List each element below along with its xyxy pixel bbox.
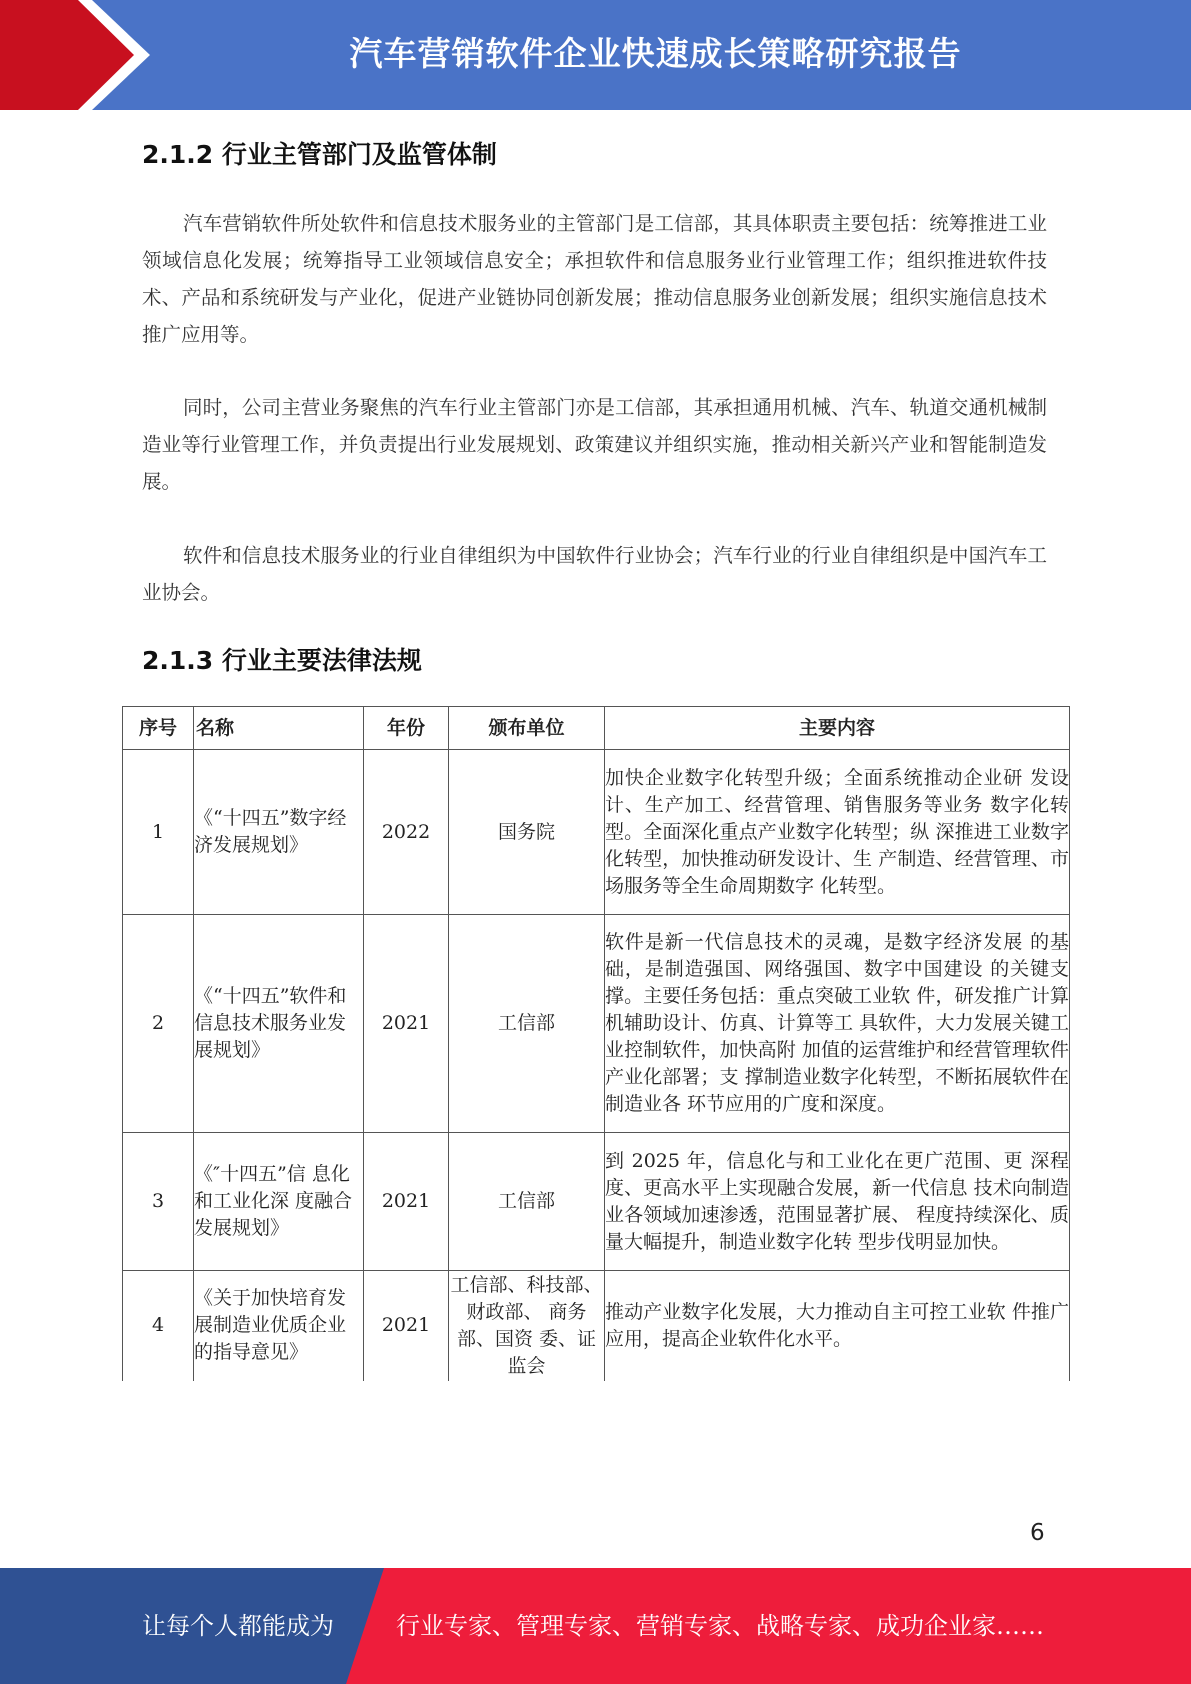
law-year: 2021	[364, 1271, 449, 1381]
header-red-arrow-decoration	[0, 0, 160, 110]
row-number: 2	[123, 915, 194, 1133]
report-title: 汽车营销软件企业快速成长策略研究报告	[349, 34, 962, 73]
law-content: 到 2025 年，信息化与和工业化在更广范围、更 深程度、更高水平上实现融合发展，新一代信息 技术向制造业各领域加速渗透，范围显著扩展、 程度持续深化、质量大幅提升，制造业数字化转 型步伐明显加快。	[605, 1133, 1070, 1271]
law-issuer: 工信部、科技部、财政部、 商务部、国资 委、证监会	[449, 1271, 605, 1381]
table-header-row	[123, 707, 1070, 750]
paragraph-1: 汽车营销软件所处软件和信息技术服务业的主管部门是工信部，其具体职责主要包括：统筹推进工业领域信息化发展；统筹指导工业领域信息安全；承担软件和信息服务业行业管理工作；组织推进软件技术、产品和系统研发与产业化，促进产业链协同创新发展；推动信息服务业创新发展；组织实施信息技术推广应用等。	[142, 212, 1047, 346]
law-name: 《关于加快培育发展制造业优质企业的指导意见》	[194, 1271, 364, 1381]
law-name: 《“十四五”软件和信息技术服务业发展规划》	[194, 915, 364, 1133]
law-content: 推动产业数字化发展，大力推动自主可控工业软 件推广应用，提高企业软件化水平。	[605, 1271, 1070, 1381]
law-issuer: 工信部	[449, 915, 605, 1133]
laws-table	[122, 706, 1070, 1381]
footer-slogan-left: 让每个人都能成为	[142, 1612, 334, 1640]
law-year: 2021	[364, 915, 449, 1133]
footer-slogan-right: 行业专家、管理专家、营销专家、战略专家、成功企业家……	[396, 1612, 1044, 1640]
col-header-issuer: 颁布单位	[449, 707, 605, 750]
section-heading-2-1-2: 2.1.2 行业主管部门及监管体制	[142, 140, 497, 169]
page-footer	[0, 1568, 1191, 1684]
table-row	[123, 1271, 1070, 1381]
paragraph-2: 同时，公司主营业务聚焦的汽车行业主管部门亦是工信部，其承担通用机械、汽车、轨道交通机械制造业等行业管理工作，并负责提出行业发展规划、政策建议并组织实施，推动相关新兴产业和智能制造发展。	[142, 396, 1047, 493]
law-issuer: 国务院	[449, 750, 605, 915]
table-row	[123, 915, 1070, 1133]
law-name: 《″十四五”信 息化和工业化深 度融合发展规划》	[194, 1133, 364, 1271]
law-issuer: 工信部	[449, 1133, 605, 1271]
table-row	[123, 750, 1070, 915]
page-header	[0, 0, 1191, 110]
law-content: 加快企业数字化转型升级；全面系统推动企业研 发设计、生产加工、经营管理、销售服务等业务 数字化转型。全面深化重点产业数字化转型；纵 深推进工业数字化转型，加快推动研发设计、生 产制造、经营管理、市场服务等全生命周期数字 化转型。	[605, 750, 1070, 915]
row-number: 4	[123, 1271, 194, 1381]
law-content: 软件是新一代信息技术的灵魂，是数字经济发展 的基础，是制造强国、网络强国、数字中国建设 的关键支撑。主要任务包括：重点突破工业软 件，研发推广计算机辅助设计、仿真、计算等工 具软件，大力发展关键工业控制软件，加快高附 加值的运营维护和经营管理软件产业化部署；支 撑制造业数字化转型，不断拓展软件在制造业各 环节应用的广度和深度。	[605, 915, 1070, 1133]
col-header-content: 主要内容	[605, 707, 1070, 750]
col-header-year: 年份	[364, 707, 449, 750]
row-number: 1	[123, 750, 194, 915]
page-number: 6	[1030, 1520, 1045, 1546]
col-header-no: 序号	[123, 707, 194, 750]
section-heading-2-1-3: 2.1.3 行业主要法律法规	[142, 646, 422, 675]
table-row	[123, 1133, 1070, 1271]
row-number: 3	[123, 1133, 194, 1271]
law-year: 2021	[364, 1133, 449, 1271]
paragraph-3: 软件和信息技术服务业的行业自律组织为中国软件行业协会；汽车行业的行业自律组织是中国汽车工业协会。	[142, 544, 1047, 604]
law-year: 2022	[364, 750, 449, 915]
law-name: 《“十四五”数字经济发展规划》	[194, 750, 364, 915]
col-header-name: 名称	[194, 707, 364, 750]
